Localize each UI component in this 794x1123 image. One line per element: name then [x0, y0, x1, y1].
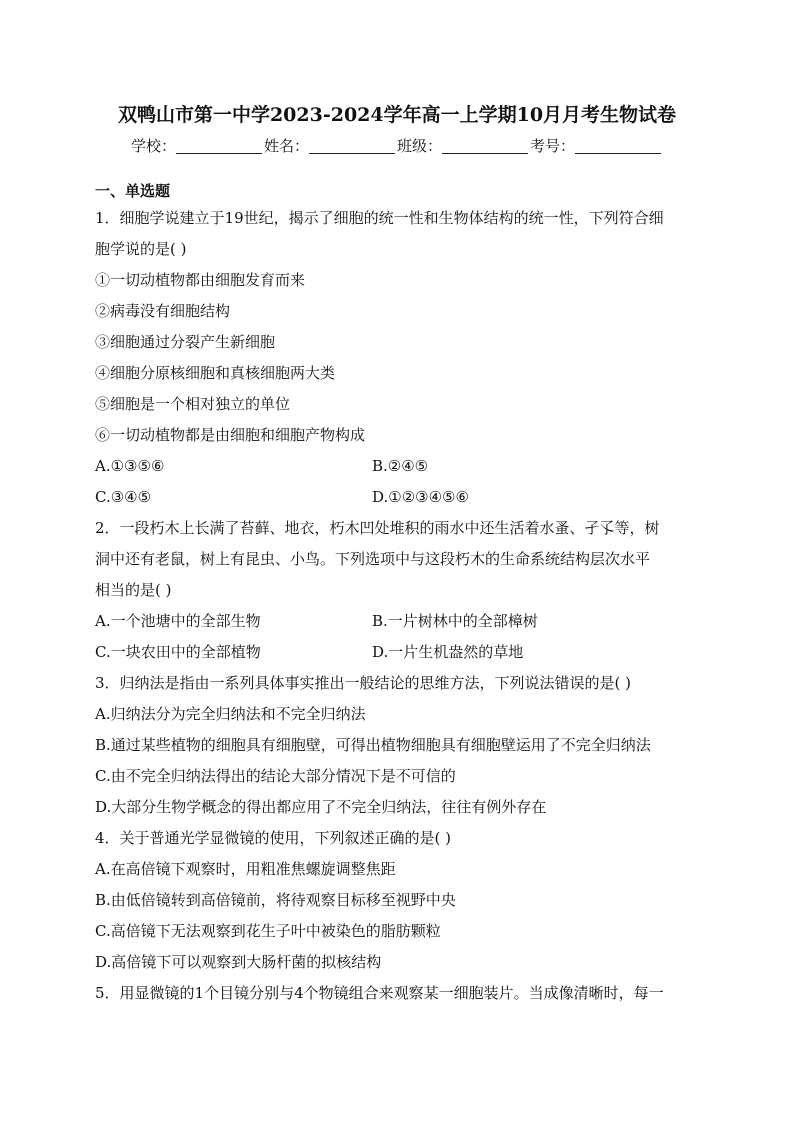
exam-content [95, 180, 710, 1009]
question-4-option-c[interactable]: C.高倍镜下无法观察到花生子叶中被染色的脂肪颗粒 [95, 922, 441, 940]
question-2-stem-line: 洞中还有老鼠，树上有昆虫、小鸟。下列选项中与这段朽木的生命系统结构层次水平 [95, 550, 651, 568]
question-1-option-a[interactable]: A.①③⑤⑥ [95, 457, 165, 475]
exam-title: 双鸭山市第一中学2023-2024学年高一上学期10月月考生物试卷 [117, 104, 677, 126]
question-4-option-d[interactable]: D.高倍镜下可以观察到大肠杆菌的拟核结构 [95, 953, 382, 971]
name-blank[interactable] [309, 138, 395, 154]
student-info-line [0, 135, 794, 157]
info-label-exam-number: 考号： [530, 137, 576, 155]
question-2-stem-line: 相当的是( ) [95, 581, 172, 599]
section-title: 一、单选题 [95, 182, 171, 200]
question-1-statement: ⑥一切动植物都是由细胞和细胞产物构成 [95, 426, 366, 444]
question-2-option-a[interactable]: A.一个池塘中的全部生物 [95, 612, 261, 630]
exam-number-blank[interactable] [575, 138, 661, 154]
class-blank[interactable] [442, 138, 528, 154]
question-1-statement: ②病毒没有细胞结构 [95, 302, 231, 320]
info-label-class: 班级： [397, 137, 443, 155]
question-1-options-row [95, 451, 710, 482]
question-2-options-row [95, 606, 710, 637]
school-blank[interactable] [176, 138, 262, 154]
question-1-stem-line: 1．细胞学说建立于19世纪，揭示了细胞的统一性和生物体结构的统一性，下列符合细 [95, 209, 664, 227]
question-1-option-d[interactable]: D.①②③④⑤⑥ [372, 488, 469, 506]
question-4-option-b[interactable]: B.由低倍镜转到高倍镜前，将待观察目标移至视野中央 [95, 891, 456, 909]
question-2-stem-line: 2．一段朽木上长满了苔藓、地衣，朽木凹处堆积的雨水中还生活着水蚤、孑孓等，树 [95, 519, 660, 537]
question-2-options-row [95, 637, 710, 668]
question-4-option-a[interactable]: A.在高倍镜下观察时，用粗准焦螺旋调整焦距 [95, 860, 396, 878]
question-1-option-c[interactable]: C.③④⑤ [95, 488, 152, 506]
question-3-option-b[interactable]: B.通过某些植物的细胞具有细胞壁，可得出植物细胞具有细胞壁运用了不完全归纳法 [95, 736, 651, 754]
question-2-option-d[interactable]: D.一片生机盎然的草地 [372, 643, 524, 661]
question-1-statement: ①一切动植物都由细胞发育而来 [95, 271, 306, 289]
question-1-stem-line: 胞学说的是( ) [95, 240, 187, 258]
question-3-option-a[interactable]: A.归纳法分为完全归纳法和不完全归纳法 [95, 705, 366, 723]
question-1-statement: ④细胞分原核细胞和真核细胞两大类 [95, 364, 336, 382]
question-1-statement: ⑤细胞是一个相对独立的单位 [95, 395, 291, 413]
info-label-name: 姓名： [263, 137, 309, 155]
question-3-stem-line: 3．归纳法是指由一系列具体事实推出一般结论的思维方法，下列说法错误的是( ) [95, 674, 632, 692]
question-3-option-c[interactable]: C.由不完全归纳法得出的结论大部分情况下是不可信的 [95, 767, 456, 785]
question-1-options-row [95, 482, 710, 513]
question-2-option-c[interactable]: C.一块农田中的全部植物 [95, 643, 261, 661]
question-4-stem-line: 4．关于普通光学显微镜的使用，下列叙述正确的是( ) [95, 829, 452, 847]
question-1-option-b[interactable]: B.②④⑤ [372, 457, 429, 475]
question-1-statement: ③细胞通过分裂产生新细胞 [95, 333, 276, 351]
question-2-option-b[interactable]: B.一片树林中的全部樟树 [372, 612, 538, 630]
question-5-stem-line: 5．用显微镜的1个目镜分别与4个物镜组合来观察某一细胞装片。当成像清晰时，每一 [95, 984, 664, 1002]
info-label-school: 学校： [130, 137, 176, 155]
question-3-option-d[interactable]: D.大部分生物学概念的得出都应用了不完全归纳法，往往有例外存在 [95, 798, 547, 816]
